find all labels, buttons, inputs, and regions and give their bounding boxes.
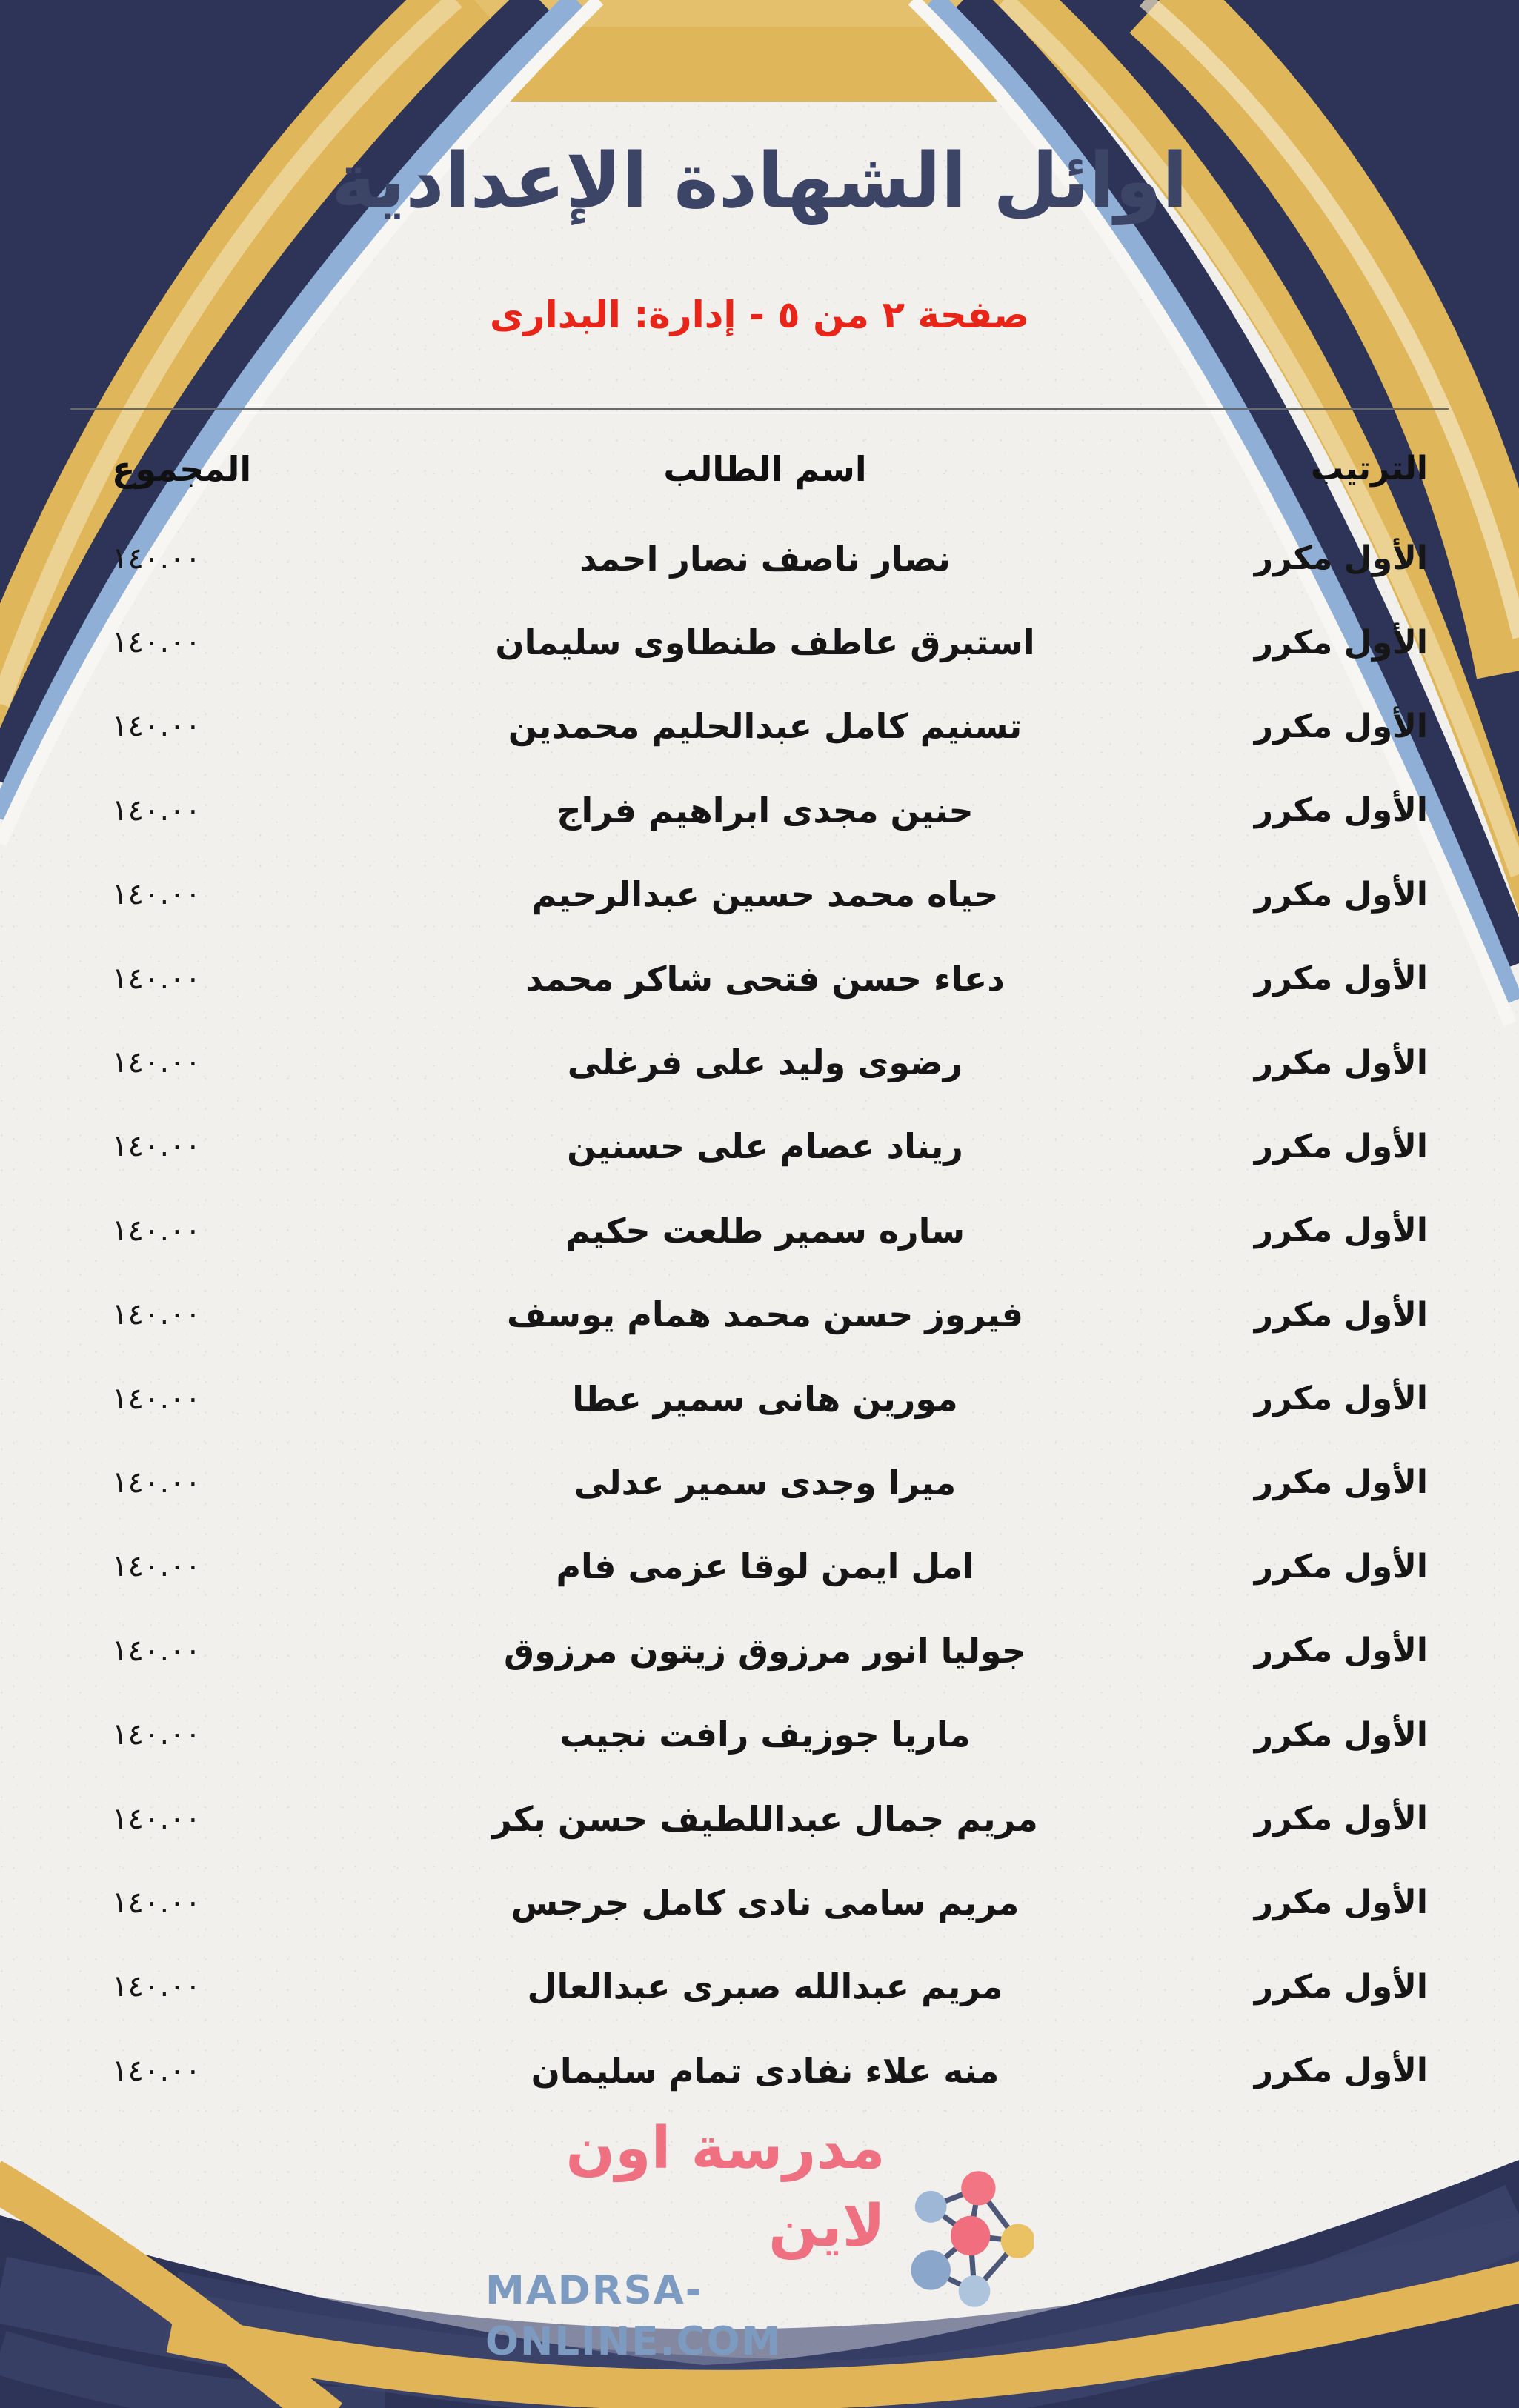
total-cell: ١٤٠.٠٠ xyxy=(112,793,202,828)
table-row xyxy=(70,1692,1449,1776)
total-cell: ١٤٠.٠٠ xyxy=(112,1129,202,1164)
site-logo-latin: MADRSA-ONLINE.COM xyxy=(485,2268,782,2365)
student-name-cell: تسنيم كامل عبدالحليم محمدين xyxy=(508,706,1023,747)
student-name-cell: ماريا جوزيف رافت نجيب xyxy=(559,1714,971,1755)
student-name-cell: مريم عبدالله صبرى عبدالعال xyxy=(527,1966,1003,2007)
rank-cell: الأول مكرر xyxy=(1254,1043,1428,1082)
rank-cell: الأول مكرر xyxy=(1254,1295,1428,1334)
student-name-cell: ميرا وجدى سمير عدلى xyxy=(574,1462,957,1503)
rank-cell: الأول مكرر xyxy=(1254,707,1428,745)
site-logo-text xyxy=(485,2110,885,2368)
student-name-cell: جوليا انور مرزوق زيتون مرزوق xyxy=(504,1630,1026,1671)
table-row xyxy=(70,600,1449,684)
total-cell: ١٤٠.٠٠ xyxy=(112,1297,202,1332)
student-name-cell: حياه محمد حسين عبدالرحيم xyxy=(531,874,999,915)
total-cell: ١٤٠.٠٠ xyxy=(112,625,202,660)
student-name-cell: ريناد عصام على حسنين xyxy=(567,1126,963,1167)
rank-cell: الأول مكرر xyxy=(1254,1800,1428,1838)
site-logo-arabic: مدرسة اون لاين xyxy=(565,2115,885,2261)
rank-cell: الأول مكرر xyxy=(1254,1967,1428,2006)
total-cell: ١٤٠.٠٠ xyxy=(112,709,202,744)
table-row xyxy=(70,1105,1449,1188)
table-row xyxy=(70,1525,1449,1609)
table-row xyxy=(70,1188,1449,1272)
header-divider-line xyxy=(70,408,1449,410)
rank-cell: الأول مكرر xyxy=(1254,875,1428,914)
page-subtitle: صفحة ٢ من ٥ - إدارة: البدارى xyxy=(489,293,1030,336)
table-row xyxy=(70,937,1449,1020)
table-row xyxy=(70,1777,1449,1860)
student-name-cell: رضوى وليد على فرغلى xyxy=(567,1042,963,1083)
table-header-row xyxy=(70,433,1449,504)
total-cell: ١٤٠.٠٠ xyxy=(112,1213,202,1248)
table-row xyxy=(70,1860,1449,1944)
table-row xyxy=(70,685,1449,768)
page-title: اوائل الشهادة الإعدادية xyxy=(331,137,1188,225)
rank-cell: الأول مكرر xyxy=(1254,623,1428,662)
rank-cell: الأول مكرر xyxy=(1254,1127,1428,1165)
rank-cell: الأول مكرر xyxy=(1254,2052,1428,2090)
rank-cell: الأول مكرر xyxy=(1254,1463,1428,1502)
student-name-cell: امل ايمن لوقا عزمى فام xyxy=(556,1546,974,1587)
table-row xyxy=(70,1609,1449,1692)
rank-cell: الأول مكرر xyxy=(1254,1883,1428,1922)
table-row xyxy=(70,2029,1449,2112)
network-graph-icon xyxy=(902,2169,1034,2309)
results-table-body xyxy=(0,516,1519,2112)
student-name-cell: ساره سمير طلعت حكيم xyxy=(565,1210,965,1251)
table-row xyxy=(70,1945,1449,2029)
student-name-cell: مريم سامى نادى كامل جرجس xyxy=(511,1882,1020,1923)
rank-cell: الأول مكرر xyxy=(1254,1211,1428,1250)
student-name-cell: دعاء حسن فتحى شاكر محمد xyxy=(525,958,1005,999)
student-name-cell: مورين هانى سمير عطا xyxy=(572,1378,958,1419)
rank-cell: الأول مكرر xyxy=(1254,1547,1428,1586)
table-row xyxy=(70,1357,1449,1440)
total-cell: ١٤٠.٠٠ xyxy=(112,1549,202,1584)
total-cell: ١٤٠.٠٠ xyxy=(112,541,202,576)
total-cell: ١٤٠.٠٠ xyxy=(112,1969,202,2004)
total-cell: ١٤٠.٠٠ xyxy=(112,1381,202,1416)
table-row xyxy=(70,1273,1449,1357)
total-cell: ١٤٠.٠٠ xyxy=(112,1885,202,1920)
rank-cell: الأول مكرر xyxy=(1254,791,1428,830)
total-cell: ١٤٠.٠٠ xyxy=(112,2053,202,2088)
rank-cell: الأول مكرر xyxy=(1254,1380,1428,1418)
total-cell: ١٤٠.٠٠ xyxy=(112,1045,202,1080)
rank-cell: الأول مكرر xyxy=(1254,959,1428,998)
table-row xyxy=(70,1020,1449,1104)
total-cell: ١٤٠.٠٠ xyxy=(112,1717,202,1752)
rank-cell: الأول مكرر xyxy=(1254,1632,1428,1670)
rank-column-header: الترتيب xyxy=(1311,450,1428,488)
total-column-header: المجموع xyxy=(112,448,252,489)
student-name-cell: استبرق عاطف طنطاوى سليمان xyxy=(495,622,1035,663)
table-row xyxy=(70,768,1449,852)
rank-cell: الأول مكرر xyxy=(1254,539,1428,578)
student-name-cell: حنين مجدى ابراهيم فراج xyxy=(556,790,974,831)
total-cell: ١٤٠.٠٠ xyxy=(112,961,202,996)
total-cell: ١٤٠.٠٠ xyxy=(112,1801,202,1836)
total-cell: ١٤٠.٠٠ xyxy=(112,1465,202,1500)
total-cell: ١٤٠.٠٠ xyxy=(112,877,202,912)
table-row xyxy=(70,516,1449,600)
total-cell: ١٤٠.٠٠ xyxy=(112,1633,202,1668)
student-name-column-header: اسم الطالب xyxy=(663,448,867,489)
student-name-cell: نصار ناصف نصار احمد xyxy=(579,538,951,579)
student-name-cell: فيروز حسن محمد همام يوسف xyxy=(507,1294,1023,1335)
table-row xyxy=(70,853,1449,937)
rank-cell: الأول مكرر xyxy=(1254,1715,1428,1754)
table-row xyxy=(70,1440,1449,1524)
student-name-cell: مريم جمال عبداللطيف حسن بكر xyxy=(492,1798,1038,1839)
student-name-cell: منه علاء نفادى تمام سليمان xyxy=(531,2050,1000,2091)
site-logo xyxy=(485,2115,1034,2365)
